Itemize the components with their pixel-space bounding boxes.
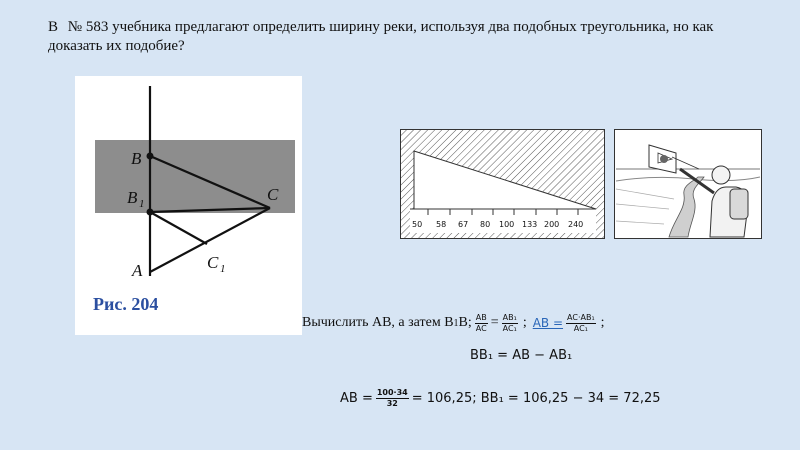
fraction-ab-formula: [566, 313, 596, 334]
label-b: B: [131, 149, 142, 168]
fraction-ab-value: [376, 388, 409, 409]
label-c: C: [267, 185, 279, 204]
tick-label: 200: [544, 220, 560, 229]
tick-label: 58: [436, 220, 447, 229]
fraction-ab-ac: [475, 313, 488, 334]
ruler-figure: [400, 129, 605, 239]
compute-text2: В;: [458, 315, 472, 330]
tick-label: 80: [480, 220, 491, 229]
label-a: A: [132, 261, 143, 280]
ab-link[interactable]: AB =: [532, 316, 564, 330]
tick-label: 133: [522, 220, 538, 229]
backpack: [730, 189, 748, 219]
person-head: [712, 166, 730, 184]
fraction-denominator: AC₁: [502, 323, 517, 333]
ruler-drawing: [400, 129, 605, 239]
compute-sub: 1: [453, 317, 459, 329]
fraction-ab1-ac1: [502, 313, 518, 334]
semicolon: ;: [522, 315, 527, 330]
intro-prefix: В: [48, 19, 59, 35]
semicolon: ;: [600, 315, 605, 330]
fraction-numerator: 100·34: [376, 388, 408, 397]
label-c1: C: [207, 253, 219, 272]
figure-caption: Рис. 204: [93, 294, 159, 314]
fraction-denominator: 32: [386, 399, 398, 408]
equation-ab: [340, 388, 661, 409]
person-figure: [614, 129, 762, 239]
tick-label: 240: [568, 220, 584, 229]
equation-bb1: BB₁ = AB − AB₁: [470, 348, 573, 363]
intro-text: № 583 учебника предлагают определить ширину реки, используя два подобных треугольника, но как доказать их подобие?: [48, 19, 714, 54]
fraction-numerator: AB: [475, 312, 487, 322]
person-drawing: [614, 129, 762, 239]
fraction-numerator: AB₁: [502, 312, 517, 322]
fraction-denominator: AC₁: [573, 323, 588, 333]
point-b: [147, 153, 154, 160]
line-b1c1: [150, 212, 207, 244]
label-c1-sub: 1: [220, 263, 226, 275]
compute-line: [302, 306, 607, 340]
label-b1-sub: 1: [139, 198, 145, 210]
figure-204: [75, 76, 302, 335]
label-b1: B: [127, 188, 138, 207]
tick-label: 50: [412, 220, 423, 229]
equals-sign: =: [490, 315, 499, 330]
point-b1: [147, 209, 154, 216]
intro-paragraph: [48, 18, 768, 56]
fraction-denominator: AC: [475, 323, 487, 333]
equation-ab-lhs: AB =: [340, 391, 373, 406]
equation-ab-rhs: = 106,25; BB₁ = 106,25 − 34 = 72,25: [411, 391, 661, 406]
fraction-numerator: AC·AB₁: [567, 312, 595, 322]
tick-label: 67: [458, 220, 469, 229]
compute-text: Вычислить АВ, а затем В: [302, 315, 454, 330]
tree: [660, 155, 668, 163]
tick-label: 100: [499, 220, 515, 229]
